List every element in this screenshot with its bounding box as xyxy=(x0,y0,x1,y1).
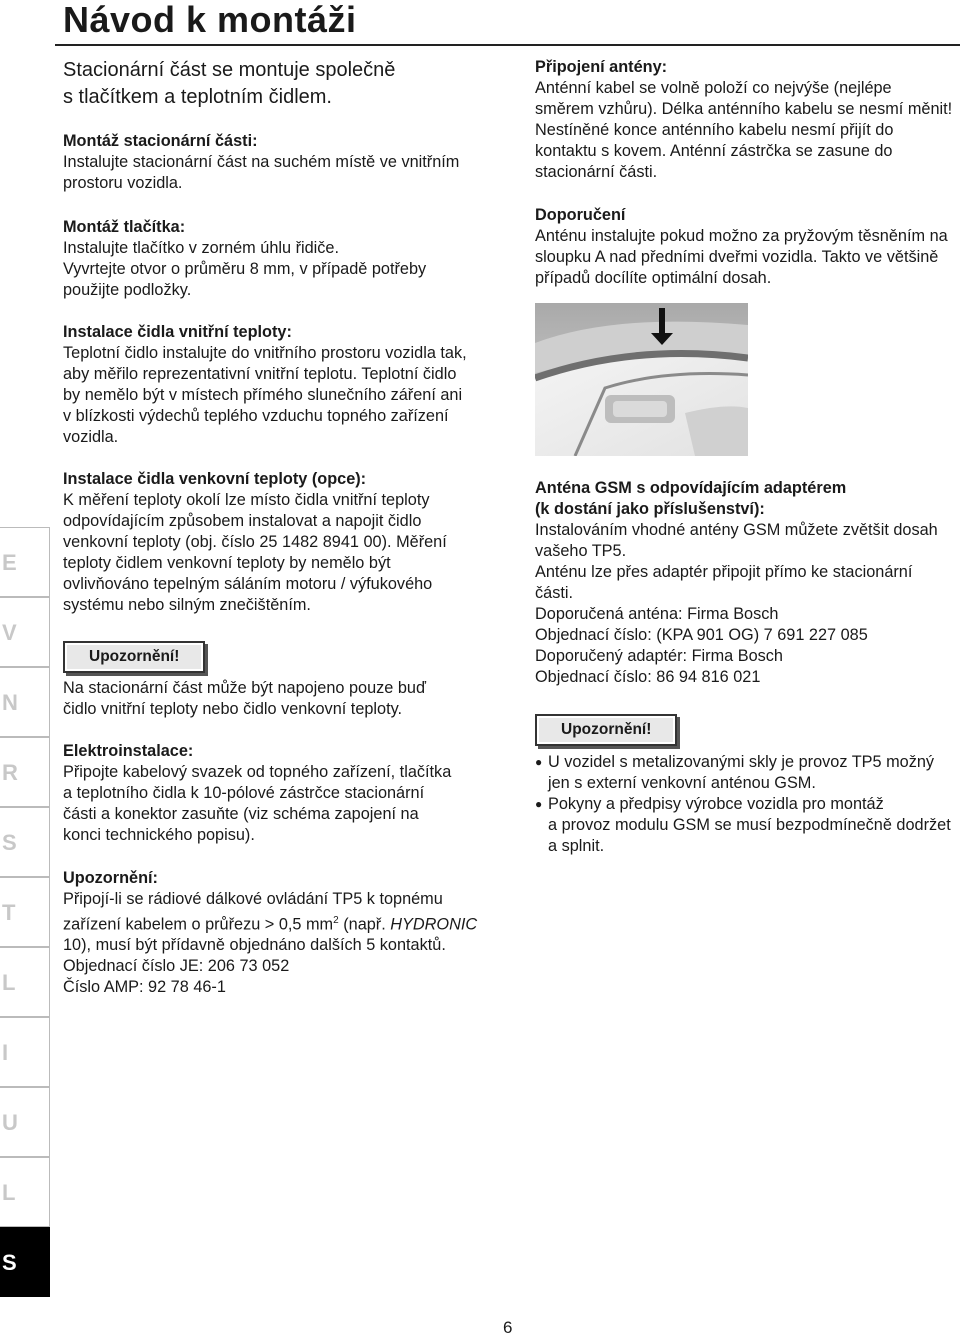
text-line: by nemělo být v místech přímého slunečního záření ani xyxy=(63,386,463,404)
text-line: sloupku A nad předními dveřmi vozidla. Takto ve většině xyxy=(535,248,939,266)
warning-bullets xyxy=(535,752,951,857)
text-line: Instalujte tlačítko v zorném úhlu řidiče. xyxy=(63,239,340,257)
text-line: Instalováním vhodné antény GSM můžete zvětšit dosah xyxy=(535,521,938,539)
text-line: Na stacionární část může být napojeno pouze buď xyxy=(63,679,426,697)
language-tab[interactable]: E xyxy=(0,527,50,597)
text-line: teploty čidlem venkovní teploty by nemělo být xyxy=(63,554,391,572)
intro-line: s tlačítkem a teplotním čidlem. xyxy=(63,86,332,108)
section-heading: Anténa GSM s odpovídajícím adaptérem xyxy=(535,479,847,497)
text-line: prostoru vozidla. xyxy=(63,174,183,192)
text-line: Nestíněné konce anténního kabelu nesmí přijít do xyxy=(535,121,894,139)
text-line: ● Pokyny a předpisy výrobce vozidla pro montáž xyxy=(548,795,884,813)
text-line: případů docílíte optimální dosah. xyxy=(535,269,772,287)
text-line: čidlo vnitřní teploty nebo čidlo venkovní teploty. xyxy=(63,700,403,718)
text-line: Doporučený adaptér: Firma Bosch xyxy=(535,647,783,665)
text-span: (např. xyxy=(338,915,391,934)
text-line: směrem vzhůru). Délka anténního kabelu se nesmí měnit! xyxy=(535,100,953,118)
language-tab[interactable]: L xyxy=(0,947,50,1017)
language-tab[interactable]: S xyxy=(0,807,50,877)
text-line: ovlivňováno tepelným sáláním motoru / výfukového xyxy=(63,575,433,593)
text-line: části a konektor zasuňte (viz schéma zapojení na xyxy=(63,805,419,823)
text-line: Vyvrtejte otvor o průměru 8 mm, v případě potřeby xyxy=(63,260,427,278)
language-tab[interactable]: I xyxy=(0,1017,50,1087)
text-line: Anténu lze přes adaptér připojit přímo ke stacionární xyxy=(535,563,913,581)
section-outer-sensor xyxy=(63,469,447,616)
section-heading: Upozornění: xyxy=(63,869,158,887)
text-span: zařízení kabelem o průřezu > 0,5 mm xyxy=(63,915,334,934)
text-line: 10), musí být přídavně objednáno dalších 5 kontaktů. xyxy=(63,936,446,955)
warning-box: Upozornění! xyxy=(535,714,677,746)
section-heading: Montáž stacionární části: xyxy=(63,132,258,150)
text-line: části. xyxy=(535,584,574,602)
text-line: K měření teploty okolí lze místo čidla vnitřní teploty xyxy=(63,491,430,509)
text-line: a splnit. xyxy=(548,837,605,855)
section-note xyxy=(63,868,477,998)
text-line: Instalujte stacionární část na suchém místě ve vnitřním xyxy=(63,153,460,171)
text-line: Doporučená anténa: Firma Bosch xyxy=(535,605,779,623)
bullet-item xyxy=(535,752,951,794)
text-line: Připojte kabelový svazek od topného zařízení, tlačítka xyxy=(63,763,452,781)
text-line: stacionární části. xyxy=(535,163,658,181)
section-stationary xyxy=(63,131,459,194)
text-line: Číslo AMP: 92 78 46-1 xyxy=(63,978,226,997)
text-line: systému nebo silným znečištěním. xyxy=(63,596,311,614)
text-line: aby měřilo reprezentativní vnitřní teplotu. Teplotní čidlo xyxy=(63,365,457,383)
text-line: a provoz modulu GSM se musí bezpodmínečně dodržet xyxy=(548,816,951,834)
language-tab[interactable]: R xyxy=(0,737,50,807)
page-title: Návod k montáži xyxy=(63,0,357,40)
language-tab[interactable]: L xyxy=(0,1157,50,1227)
text-line: kontaktu s kovem. Anténní zástrčka se zasune do xyxy=(535,142,893,160)
page-number: 6 xyxy=(503,1318,513,1337)
superscript: 2 xyxy=(333,915,339,926)
warning-text xyxy=(63,678,426,720)
section-recommend xyxy=(535,205,948,289)
section-inner-sensor xyxy=(63,322,467,448)
text-line: odpovídajícím způsobem instalovat a napojit čidlo xyxy=(63,512,422,530)
text-line: Teplotní čidlo instalujte do vnitřního prostoru vozidla tak, xyxy=(63,344,467,362)
text-line: Anténu instalujte pokud možno za pryžovým těsněním na xyxy=(535,227,948,245)
text-line: jen s externí venkovní anténou GSM. xyxy=(548,774,816,792)
language-tab[interactable]: N xyxy=(0,667,50,737)
warning-box: Upozornění! xyxy=(63,641,205,673)
section-heading: (k dostání jako příslušenství): xyxy=(535,500,765,518)
section-heading: Připojení antény: xyxy=(535,58,668,76)
antenna-placement-illustration xyxy=(535,303,748,456)
section-heading: Doporučení xyxy=(535,206,626,224)
text-line: Anténní kabel se volně položí co nejvýše (nejlépe xyxy=(535,79,892,97)
intro-text xyxy=(63,57,395,111)
section-heading: Elektroinstalace: xyxy=(63,742,194,760)
language-tab-active[interactable]: S xyxy=(0,1227,50,1297)
section-gsm xyxy=(535,478,938,688)
language-tab[interactable]: U xyxy=(0,1087,50,1157)
section-heading: Instalace čidla venkovní teploty (opce): xyxy=(63,470,367,488)
language-tab[interactable]: T xyxy=(0,877,50,947)
text-line: a teplotního čidla k 10-pólové zástrčce stacionární xyxy=(63,784,425,802)
section-heading: Montáž tlačítka: xyxy=(63,218,186,236)
intro-line: Stacionární část se montuje společně xyxy=(63,59,396,81)
text-line xyxy=(63,910,477,935)
text-line: vozidla. xyxy=(63,428,119,446)
text-line: Objednací číslo: (KPA 901 OG) 7 691 227 085 xyxy=(535,626,868,644)
product-name: HYDRONIC xyxy=(390,915,478,934)
text-line: venkovní teploty (obj. číslo 25 1482 8941 00). Měření xyxy=(63,533,447,551)
text-line: Objednací číslo JE: 206 73 052 xyxy=(63,957,290,976)
title-rule xyxy=(55,44,960,46)
text-line: ● U vozidel s metalizovanými skly je provoz TP5 možný xyxy=(548,753,935,771)
section-electro xyxy=(63,741,451,846)
text-line: Připojí-li se rádiové dálkové ovládání TP5 k topnému xyxy=(63,890,443,908)
language-tab[interactable]: V xyxy=(0,597,50,667)
bullet-item xyxy=(535,794,951,857)
section-button xyxy=(63,217,426,301)
text-line: použijte podložky. xyxy=(63,281,192,299)
section-antenna xyxy=(535,57,952,183)
text-line: vašeho TP5. xyxy=(535,542,627,560)
text-line: v blízkosti výdechů teplého vzduchu topného zařízení xyxy=(63,407,449,425)
text-line: konci technického popisu). xyxy=(63,826,255,844)
text-line: Objednací číslo: 86 94 816 021 xyxy=(535,668,761,686)
language-tabs xyxy=(0,527,50,1297)
section-heading: Instalace čidla vnitřní teploty: xyxy=(63,323,292,341)
